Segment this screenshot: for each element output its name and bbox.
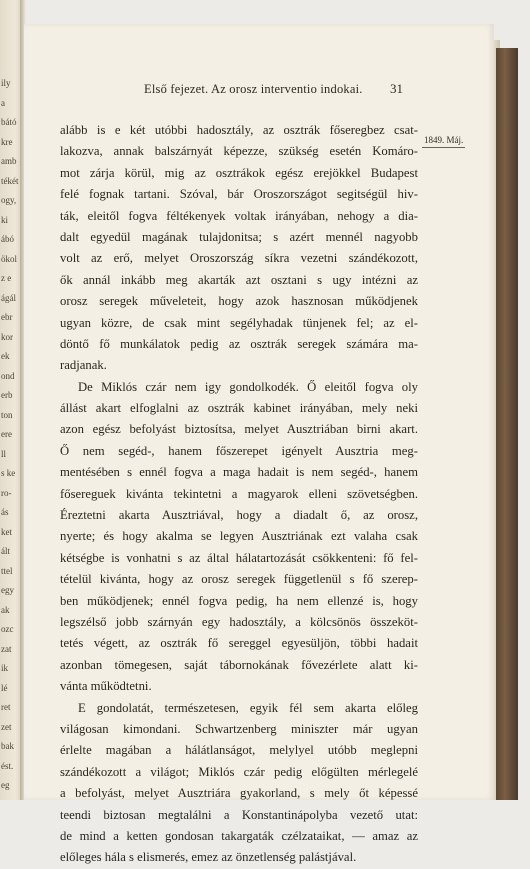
left-page-fragment: ily (1, 78, 11, 88)
left-page-fragment: eg (1, 780, 10, 790)
text-line: E gondolatát, természetesen, egyik fél sem akarta előleg (78, 700, 418, 715)
text-line: döntő fő munkálatok pedig az osztrák seregek számára ma- (60, 336, 418, 351)
left-page-fragment: ret (1, 702, 11, 712)
left-page-fragment: ozc (1, 624, 14, 634)
text-line: világosan kimondani. Schwartzenberg miniszter már ugyan (60, 721, 418, 736)
left-page-fragment: ökol (1, 253, 18, 264)
text-line: ták, eleitől fogva féltékenyek voltak irányában, nehogy a dia- (60, 208, 418, 223)
text-line: a befolyást, melyet Ausztriára gyakorland, s mely őt képessé (60, 786, 418, 801)
text-line: ők annál inkább meg akarták azt osztani s ugy intézni az (60, 272, 418, 287)
text-line: volt az erő, melyet Oroszország síkra vezetni szándékozott, (60, 251, 418, 266)
left-page-fragment: lé (1, 682, 8, 693)
left-page-fragment: tékét (1, 175, 19, 186)
left-page-fragment: bátó (1, 117, 17, 127)
left-page-edge (0, 0, 22, 800)
left-page-fragment: ro- (1, 487, 12, 498)
text-line: alább is e két utóbbi hadosztály, az osztrák főseregbez csat- (60, 123, 418, 137)
left-page-fragment: ábó (1, 234, 14, 244)
body-text (60, 120, 418, 869)
text-line: radjanak. (60, 358, 107, 373)
page-number: 31 (390, 81, 403, 96)
left-page-fragment: kre (1, 136, 13, 147)
left-page-fragment: ttel (1, 565, 13, 576)
text-line: mentésében s ennél fogva a maga hadait is nem segéd-, hanem (60, 465, 418, 480)
text-line: tetés végett, az osztrák fő sereggel egyesüljön, többi hadait (60, 636, 418, 651)
book-page (24, 24, 494, 865)
text-line: mot zárja körül, mig az osztrákok egész erejökkel Budapest (60, 165, 418, 180)
left-page-fragment: kor (1, 331, 13, 342)
left-page-fragment: ágál (1, 292, 16, 303)
text-line: nyerte; és hogy akalma se legyen Ausztriának ezt valaha csak (60, 529, 418, 544)
left-page-fragment: ton (1, 409, 13, 420)
text-line: lakozva, annak balszárnyát képezze, szükség esetén Komáro- (60, 144, 418, 159)
text-line: de mind a ketten gondosan takargaták czélzataikat, — amaz az (60, 828, 418, 843)
margin-note: 1849. Máj. (422, 135, 465, 148)
left-page-fragment: ált (1, 546, 10, 556)
left-page-fragment: amb (1, 156, 17, 166)
left-page-fragment: ebr (1, 312, 13, 322)
left-page-fragment: egy (1, 585, 14, 595)
book-cover-edge (496, 48, 518, 800)
left-page-fragment: ki (1, 214, 9, 225)
left-page-fragment: ik (1, 663, 9, 673)
text-line: érlelte magában a hálátlanságot, melylyel utóbb meglepni (60, 743, 418, 758)
running-header: Első fejezet. Az orosz interventio indokai. (144, 82, 363, 96)
left-page-fragment: ond (1, 370, 15, 381)
left-page-fragment: ek (1, 351, 10, 361)
text-line: legszélső jobb szárnyán egy hadosztály, a kölcsönös összeköt- (60, 614, 418, 629)
text-line: fősereguek kivánta tekintetni a magyarok elleni szövetségben. (60, 486, 418, 501)
left-page-fragment: a (1, 97, 5, 108)
text-line: Éreztetni akarta Ausztriával, hogy a diadalt ő, az orosz, (60, 508, 418, 523)
left-page-fragment: z e (1, 273, 12, 283)
text-line: azonban tömegesen, saját tábornokának fővezérlete alatt ki- (60, 657, 418, 672)
text-line: kétségbe is vonhatni s az által hálatartozását csökkenteni: fő fel- (60, 550, 418, 565)
left-page-fragment: bak (1, 741, 14, 751)
text-line: De Miklós czár nem igy gondolkodék. Ő eleitől fogva oly (78, 379, 418, 394)
text-line: teendi biztosan megtalálni a Konstantinápolyba vezető utat: (60, 807, 418, 822)
text-line: Ő nem segéd-, hanem főszerepet igényelt Ausztria meg- (60, 443, 418, 458)
text-line: ben működjenek; ennél fogva pedig, ha nem ellenzé is, hogy (60, 593, 418, 608)
left-page-fragment: ll (1, 448, 7, 459)
text-line: orosz seregek műveleteit, hogy azok hasznosan működjenek (60, 294, 418, 309)
text-line: ugyan közre, de csak mint segélyhadak tünjenek fel; az el- (60, 315, 418, 330)
text-line: előleges hála s elismerés, emez az önzetlenség palástjával. (60, 850, 357, 865)
left-page-fragment: ogy, (1, 195, 17, 205)
left-page-fragment: s ke (1, 468, 16, 478)
left-page-fragment: ere (1, 429, 12, 439)
text-line: állást akart elfoglalni az osztrák kabinet irányában, mely neki (60, 401, 418, 416)
left-page-fragment: zat (1, 643, 12, 654)
text-line: dalt egyedül magának tulajdonitsa; s azért mennél nagyobb (60, 229, 418, 244)
text-line: azon egész befolyást biztosítsa, melyet Ausztriában birni akart. (60, 422, 418, 437)
left-page-fragment: ás (1, 507, 9, 517)
text-line: felé fognak tartani. Szóval, bár Oroszországot segitségül hiv- (60, 187, 418, 202)
left-page-fragment: ak (1, 604, 10, 615)
left-page-fragment: erb (1, 390, 13, 400)
text-line: tételül kivánta, hogy az orosz seregek függetlenül s fő szerep- (60, 572, 418, 587)
left-page-fragment: ést. (1, 760, 14, 771)
text-line: vánta működtetni. (60, 679, 152, 694)
text-line: szándékozott a világot; Miklós czár pedig előgülten mérlegelé (60, 764, 418, 779)
left-page-fragment: zet (1, 721, 12, 732)
left-page-fragment: ket (1, 526, 12, 537)
